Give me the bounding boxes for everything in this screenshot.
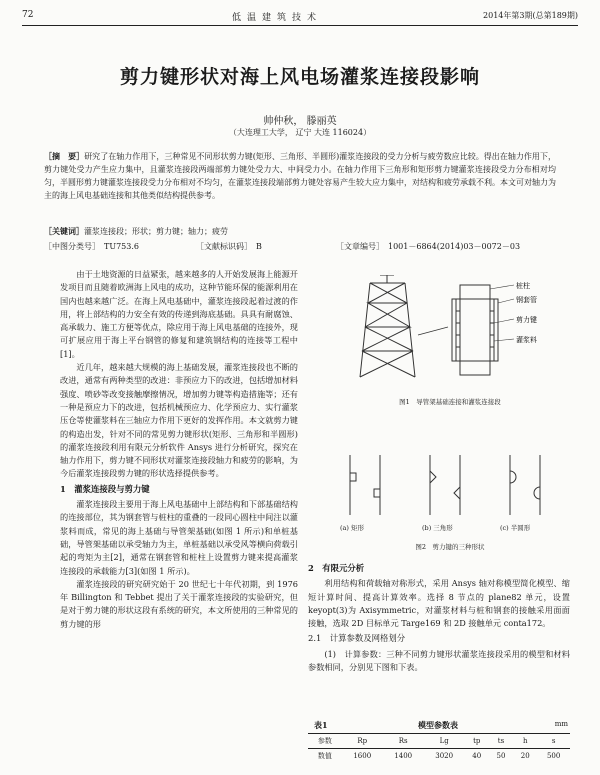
table-1-block: [308, 720, 570, 763]
clc-number: ［中图分类号］ TU753.6: [44, 242, 139, 251]
left-column: [60, 268, 298, 631]
table-header-cell: Lg: [439, 737, 449, 745]
label-grout: 灌浆料: [516, 336, 537, 344]
intro-paragraph-2: 近几年，越来越大规模的海上基础发展，灌浆连接段也不断的改进，通常有两种类型的改进：非预应力下的改进，包括增加材料强度、喷砂等改变接触摩擦情况，增加剪力键等构造措施等；还有一种是预应力下的改进，包括机械预应力、化学预应力、实行灌浆压仓等使灌浆料在三轴应力作用下更好的发挥作用。本文就剪力键的构造出发，针对不同的常见剪力键形状(矩形、三角形和半圆形)的灌浆连接段利用有限元分析软件 Ansys 进行分析研究，探究在轴力作用下，剪力键不同形状对灌浆连接段轴力和疲劳的影响，为今后灌浆连接段剪力键的形状选择提供参考。: [60, 362, 298, 479]
section-1-heading: 1 灌浆连接段与剪力键: [60, 483, 150, 494]
label-shear-key: 剪力键: [516, 316, 537, 324]
section-1-paragraph-2: 灌浆连接段的研究研究始于 20 世纪七十年代初期，到 1976 年 Billington 和 Tebbet 提出了关于灌浆连接段的实验研究，但是对于剪力键的形状这段有系统的研究，本文所使用的三种常见的剪力键的形: [60, 578, 298, 629]
issue-info: 2014年第3期(总第189期): [483, 11, 578, 20]
label-pile: 桩柱: [516, 282, 530, 290]
table-cell: 1400: [394, 752, 413, 760]
table-1-caption-row: [308, 720, 570, 733]
authors: 帅仲秋， 滕丽英: [263, 116, 337, 127]
right-column: [308, 560, 570, 674]
section-2-1-paragraph: (1) 计算参数：三种不同剪力键形状灌浆连接段采用的模型和材料参数相同，分别见下图和下表。: [308, 648, 570, 673]
table-header-cell: tp: [473, 737, 481, 745]
subcaption-semicircular: (c) 半圆形: [500, 524, 531, 532]
subcaption-triangular: (b) 三角形: [422, 524, 453, 532]
section-2-paragraph-1: 利用结构和荷载轴对称形式，采用 Ansys 轴对称模型简化模型、缩短计算时间、提高计算效率。选择 8 节点的 plane82 单元，设置 keyopt(3)为 Axisymmetric，对灌浆材料与桩和钢套的接触采用面面接触，选取 2D 目标单元 Targe169 和 2D 接触单元 conta172。: [308, 578, 570, 629]
paper-title: 剪力键形状对海上风电场灌浆连接段影响: [119, 66, 480, 88]
figure-1-caption: 图1 导管架基础连接和灌浆连接段: [399, 398, 501, 406]
table-cell: 40: [472, 752, 482, 760]
table-cell: 1600: [353, 752, 372, 760]
table-1-label: 表1: [314, 720, 328, 730]
document-code: ［文献标识码］ B: [196, 242, 262, 251]
abstract: [44, 150, 556, 202]
table-row: [308, 749, 570, 764]
keywords: [44, 226, 556, 237]
journal-name: 低温建筑技术: [232, 13, 323, 23]
section-2-1-heading: 2.1 计算参数及网格划分: [308, 633, 406, 644]
table-header-row: [308, 734, 570, 749]
table-cell: 20: [520, 752, 530, 760]
affiliation: （大连理工大学， 辽宁 大连 116024）: [228, 128, 372, 137]
figure-2-drawing: [330, 455, 570, 520]
table-header-cell: s: [551, 737, 556, 745]
label-sleeve: 钢套管: [516, 296, 537, 304]
intro-paragraph-1: 由于土地资源的日益紧张，越来越多的人开始发展海上能源开发项目而且随着欧洲海上风电的成功，这种节能环保的能源利用在国内也越来越广泛。在海上风电基础中，灌浆连接段起着过渡的作用，将上部结构的力安全有效的传递到海底基础。具具有耐腐蚀、高承载力、施工方便等优点，除应用于海上风电基础的连接外，现可扩展应用于海上平台钢管的修复和建筑钢结构的连接等工程中[1]。: [60, 269, 298, 359]
section-2-heading: 2 有限元分析: [308, 563, 365, 573]
figure-2: [330, 455, 570, 520]
subcaption-rectangular: (a) 矩形: [340, 524, 365, 532]
keywords-text: 灌浆连接段；形状；剪力键；轴力；疲劳: [84, 227, 228, 236]
table-header-cell: 参数: [317, 737, 332, 745]
table-header-cell: Rp: [357, 737, 368, 745]
table-header-cell: ts: [497, 737, 505, 745]
figure-2-caption: 图2 剪力键的三种形状: [415, 543, 485, 551]
table-cell: 500: [546, 752, 561, 760]
page-number: 72: [22, 10, 34, 20]
table-header-cell: Rs: [398, 737, 408, 745]
parameter-table: [308, 733, 570, 763]
table-1-title: 模型参数表: [418, 720, 458, 730]
table-cell: 3020: [435, 752, 454, 760]
abstract-label: ［摘 要］: [44, 151, 85, 161]
section-1-paragraph-1: 灌浆连接段主要用于海上风电基础中上部结构和下部基础结构的连接部位，其为钢套管与桩柱的重叠的一段同心圆柱中间注以灌浆料而成，常见的海上基础与导管架基础(如图 1 所示)和单桩基础，导管架基础以承受轴力为主，单桩基础以承受风等横向荷载引起的弯矩为主[2]，通常在钢套管和桩柱上设置剪力键来提高灌浆连接段的承载能力[3](如图 1 所示)。: [60, 499, 298, 576]
figure-1: [330, 275, 570, 385]
table-header-cell: h: [522, 737, 528, 745]
figure-1-drawing: [330, 275, 570, 385]
table-cell: 数值: [317, 752, 332, 760]
header-rule: [22, 25, 578, 26]
table-cell: 50: [496, 752, 506, 760]
table-1-unit: mm: [554, 720, 568, 728]
keywords-label: ［关键词］: [44, 226, 84, 236]
article-id: ［文章编号］ 1001－6864(2014)03－0072－03: [336, 242, 521, 251]
abstract-text: 研究了在轴力作用下，三种常见不同形状剪力键(矩形、三角形、半圆形)灌浆连接段的受力分析与疲劳数应比较。得出在轴力作用下，剪力键处受力产生应力集中，且灌浆连接段两端部剪力键处受力大、中间受力小。在轴力作用下三角形和矩形剪力键灌浆连接段受力分布相对均匀，半圆形剪力键灌浆连接段受力分布相对不均匀，在灌浆连接段端部剪力键处容易产生较大应力集中，对结构和疲劳承载不利。本文可对轴力为主的海上风电基础连接和其他类似结构提供参考。: [44, 152, 556, 200]
